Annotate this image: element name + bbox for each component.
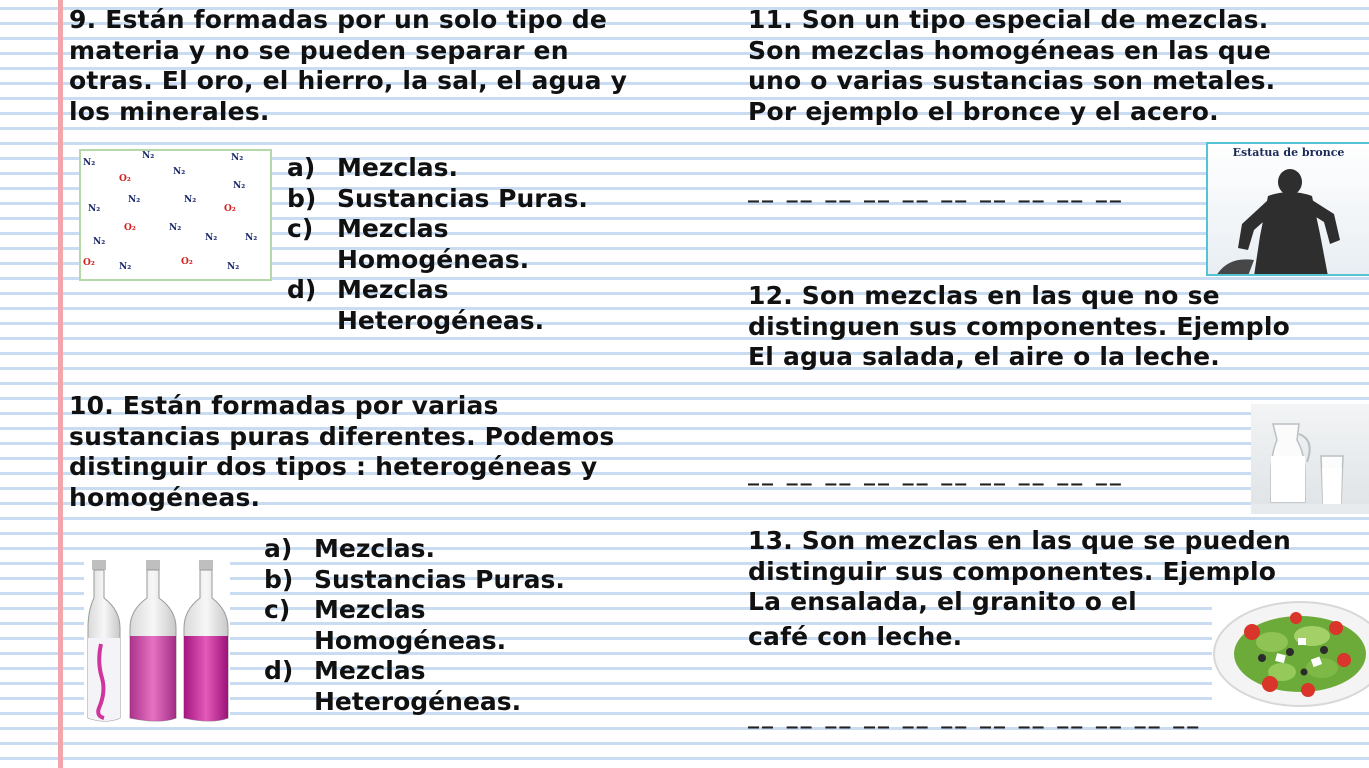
o2-molecule: O₂ bbox=[83, 258, 95, 268]
option-b: b) Sustancias Puras. bbox=[287, 183, 588, 213]
bottle-2 bbox=[130, 560, 176, 721]
n2-molecule: N₂ bbox=[245, 233, 258, 243]
option-d: d) Mezclas bbox=[287, 275, 449, 304]
n2-molecule: N₂ bbox=[227, 262, 240, 272]
n2-molecule: N₂ bbox=[128, 195, 141, 205]
question-9-options: a) Mezclas. b) Sustancias Puras. c) Mezclas Homogéneas. d) Mezclas Heterogéneas. bbox=[287, 153, 588, 335]
question-12-text: 12. Son mezclas en las que no se distinguen sus componentes. Ejemplo El agua salada, el aire o la leche. bbox=[748, 281, 1291, 371]
molecules-image bbox=[79, 149, 272, 281]
bottle-1 bbox=[88, 560, 120, 721]
question-10-text: 10. Están formadas por varias sustancias puras diferentes. Podemos distinguir dos tipos : heterogéneas y homogéneas. bbox=[69, 391, 615, 512]
n2-molecule: N₂ bbox=[119, 262, 132, 272]
n2-molecule: N₂ bbox=[93, 237, 106, 247]
n2-molecule: N₂ bbox=[169, 223, 182, 233]
milk-glass bbox=[1321, 456, 1343, 504]
option-d: d) Mezclas bbox=[264, 656, 426, 685]
question-13-text: 13. Son mezclas en las que se pueden distinguir sus componentes. Ejemplo La ensalada, el granito o el café con leche. bbox=[748, 526, 1291, 651]
o2-molecule: O₂ bbox=[124, 223, 136, 233]
option-b: b) Sustancias Puras. bbox=[264, 564, 565, 594]
statue-silhouette bbox=[1216, 169, 1340, 276]
n2-molecule: N₂ bbox=[142, 151, 155, 161]
o2-molecule: O₂ bbox=[224, 204, 236, 214]
bottles-image bbox=[84, 558, 230, 724]
option-a: a) Mezclas. bbox=[264, 534, 436, 563]
bronze-statue-image bbox=[1206, 142, 1369, 276]
n2-molecule: N₂ bbox=[231, 153, 244, 163]
notebook-margin-line bbox=[58, 0, 63, 768]
answer-blank-11[interactable]: __ __ __ __ __ __ __ __ __ __ bbox=[748, 178, 1124, 203]
o2-molecule: O₂ bbox=[119, 174, 131, 184]
n2-molecule: N₂ bbox=[233, 181, 246, 191]
bottle-3 bbox=[184, 560, 228, 721]
question-9-text: 9. Están formadas por un solo tipo de materia y no se pueden separar en otras. El oro, el hierro, la sal, el agua y los minerales. bbox=[69, 5, 628, 126]
option-a: a) Mezclas. bbox=[287, 153, 459, 182]
n2-molecule: N₂ bbox=[88, 204, 101, 214]
answer-blank-12[interactable]: __ __ __ __ __ __ __ __ __ __ bbox=[748, 461, 1124, 486]
image-caption: Estatua de bronce bbox=[1232, 146, 1345, 159]
n2-molecule: N₂ bbox=[184, 195, 197, 205]
question-10-options: a) Mezclas. b) Sustancias Puras. c) Mezclas Homogéneas. d) Mezclas Heterogéneas. bbox=[264, 534, 565, 716]
o2-molecule: O₂ bbox=[181, 257, 193, 267]
answer-blank-13[interactable]: __ __ __ __ __ __ __ __ __ __ __ __ bbox=[748, 704, 1202, 729]
salad-image bbox=[1212, 598, 1369, 710]
milk-image bbox=[1251, 404, 1369, 514]
option-c: c) Mezclas bbox=[287, 214, 449, 243]
question-11-text: 11. Son un tipo especial de mezclas. Son mezclas homogéneas en las que uno o varias sustancias son metales. Por ejemplo el bronce y el acero. bbox=[748, 5, 1276, 126]
option-c: c) Mezclas bbox=[264, 595, 426, 624]
n2-molecule: N₂ bbox=[83, 158, 96, 168]
milk-jug bbox=[1271, 424, 1310, 502]
n2-molecule: N₂ bbox=[173, 167, 186, 177]
n2-molecule: N₂ bbox=[205, 233, 218, 243]
